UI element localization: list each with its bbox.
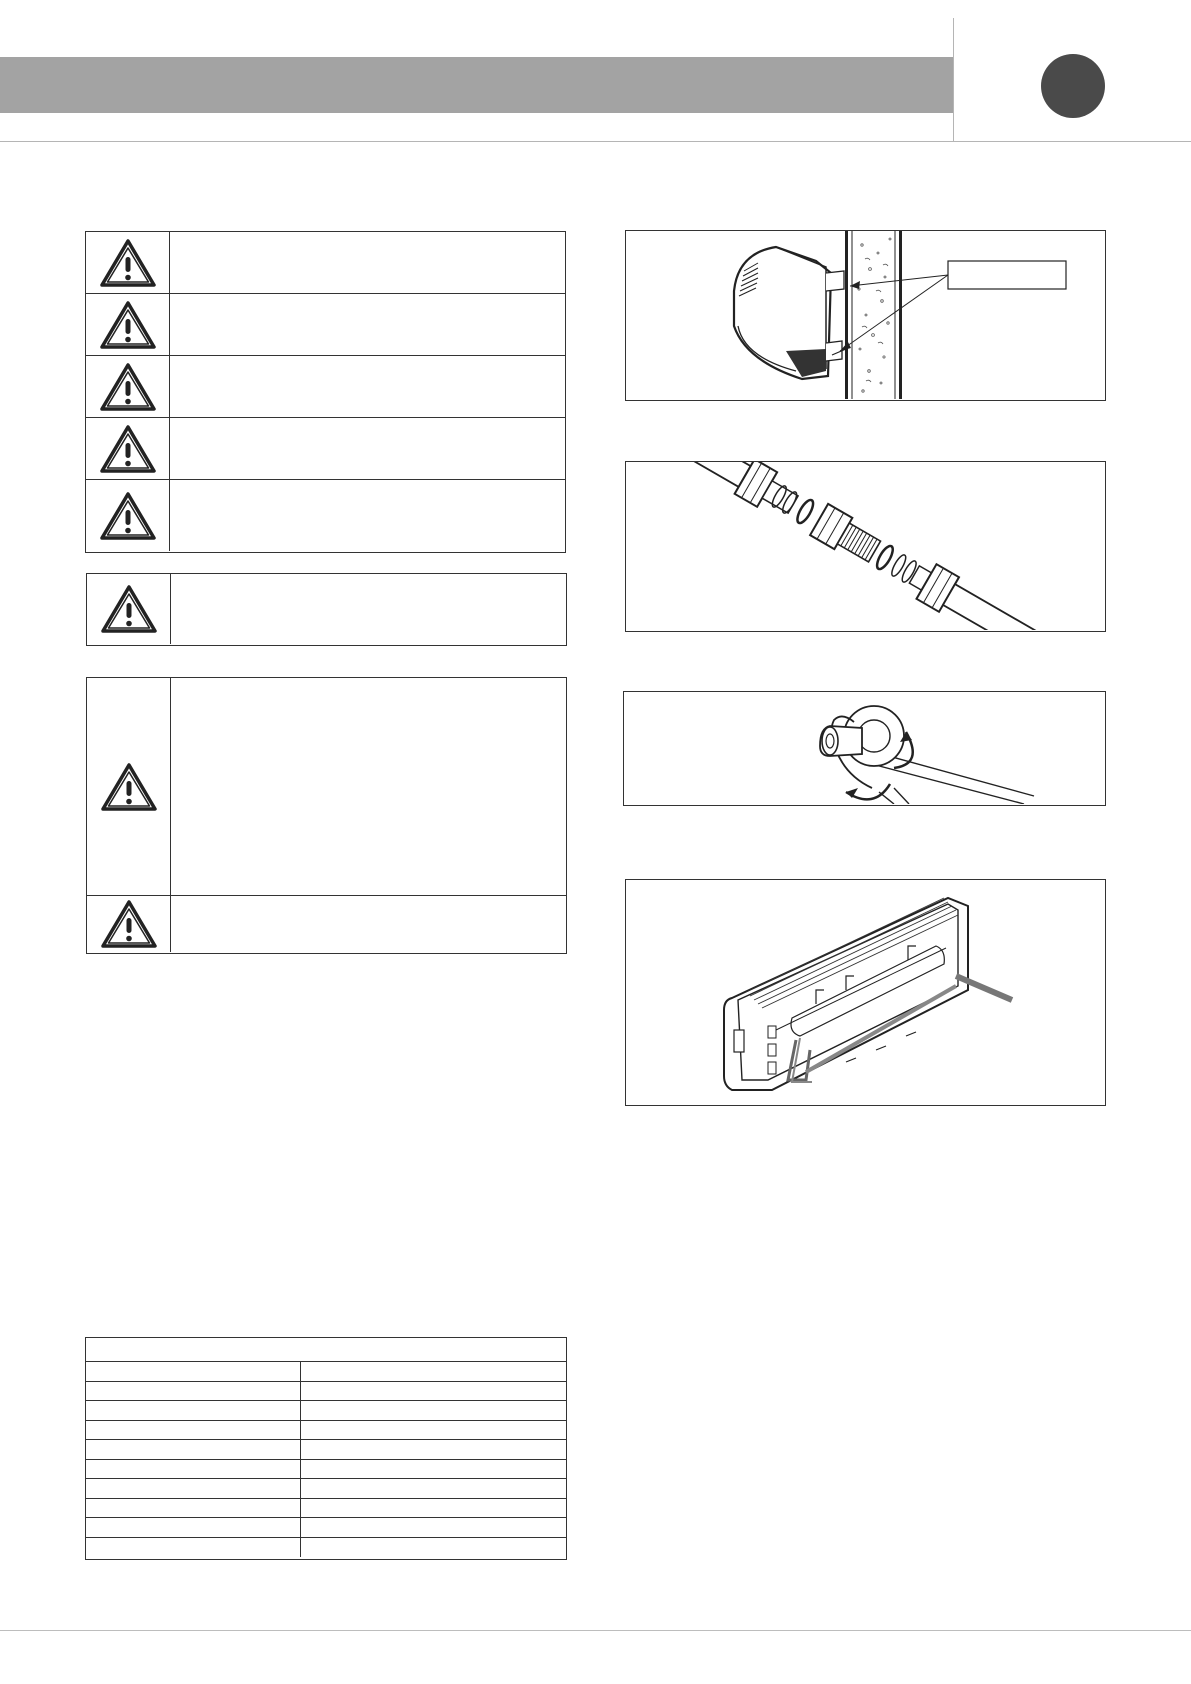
spec-value [301, 1499, 566, 1518]
warning-row [87, 574, 566, 644]
spec-label [86, 1460, 301, 1479]
warning-row [86, 294, 565, 356]
page-badge [1041, 54, 1105, 118]
header-rule [0, 141, 1191, 142]
spec-value [301, 1421, 566, 1440]
spec-label [86, 1440, 301, 1459]
table-row [86, 1421, 566, 1441]
spec-value [301, 1362, 566, 1381]
spec-label [86, 1538, 301, 1558]
warning-row [86, 418, 565, 480]
table-row [86, 1460, 566, 1480]
spec-value [301, 1518, 566, 1537]
figure-pipe-connection [625, 461, 1106, 632]
table-row [86, 1362, 566, 1382]
warning-table-1 [85, 231, 566, 553]
warning-icon [99, 423, 157, 475]
spec-label [86, 1499, 301, 1518]
wrench-tightening-illustration [624, 692, 1104, 804]
spec-value [301, 1382, 566, 1401]
warning-table-3 [86, 677, 567, 954]
spec-table [85, 1337, 567, 1560]
figure-wrench-tightening [623, 691, 1106, 806]
warning-row [86, 480, 565, 551]
warning-row [86, 356, 565, 418]
header-band [0, 57, 953, 113]
spec-label [86, 1382, 301, 1401]
figure-indoor-unit-back [625, 879, 1106, 1106]
table-row [86, 1538, 566, 1558]
callout-box [948, 261, 1066, 289]
warning-icon [99, 299, 157, 351]
warning-icon-cell [87, 678, 171, 895]
warning-icon [100, 583, 158, 635]
header-divider [953, 18, 954, 142]
warning-icon [100, 761, 158, 813]
spec-value [301, 1460, 566, 1479]
spec-label [86, 1518, 301, 1537]
warning-icon-cell [86, 480, 170, 551]
warning-icon-cell [86, 356, 170, 417]
spec-label [86, 1362, 301, 1381]
warning-icon-cell [86, 232, 170, 293]
warning-row [87, 678, 566, 896]
warning-icon-cell [87, 896, 171, 952]
warning-icon [99, 490, 157, 542]
warning-icon-cell [86, 418, 170, 479]
warning-icon [99, 361, 157, 413]
warning-table-2 [86, 573, 567, 646]
warning-icon [100, 898, 158, 950]
spec-value [301, 1538, 566, 1558]
table-row [86, 1401, 566, 1421]
table-row [86, 1499, 566, 1519]
warning-row [87, 896, 566, 952]
spec-value [301, 1479, 566, 1498]
warning-icon-cell [87, 574, 171, 644]
spec-table-title [86, 1338, 566, 1362]
table-row [86, 1382, 566, 1402]
spec-value [301, 1440, 566, 1459]
spec-label [86, 1401, 301, 1420]
table-row [86, 1518, 566, 1538]
wall-mounting-illustration [626, 231, 1104, 399]
table-row [86, 1440, 566, 1460]
table-row [86, 1479, 566, 1499]
indoor-unit-back-illustration [626, 880, 1104, 1104]
spec-value [301, 1401, 566, 1420]
figure-wall-mounting [625, 230, 1106, 401]
footer-rule [0, 1630, 1191, 1631]
warning-row [86, 232, 565, 294]
pipe-connection-illustration [626, 462, 1104, 630]
spec-label [86, 1479, 301, 1498]
warning-icon-cell [86, 294, 170, 355]
spec-label [86, 1421, 301, 1440]
warning-icon [99, 237, 157, 289]
